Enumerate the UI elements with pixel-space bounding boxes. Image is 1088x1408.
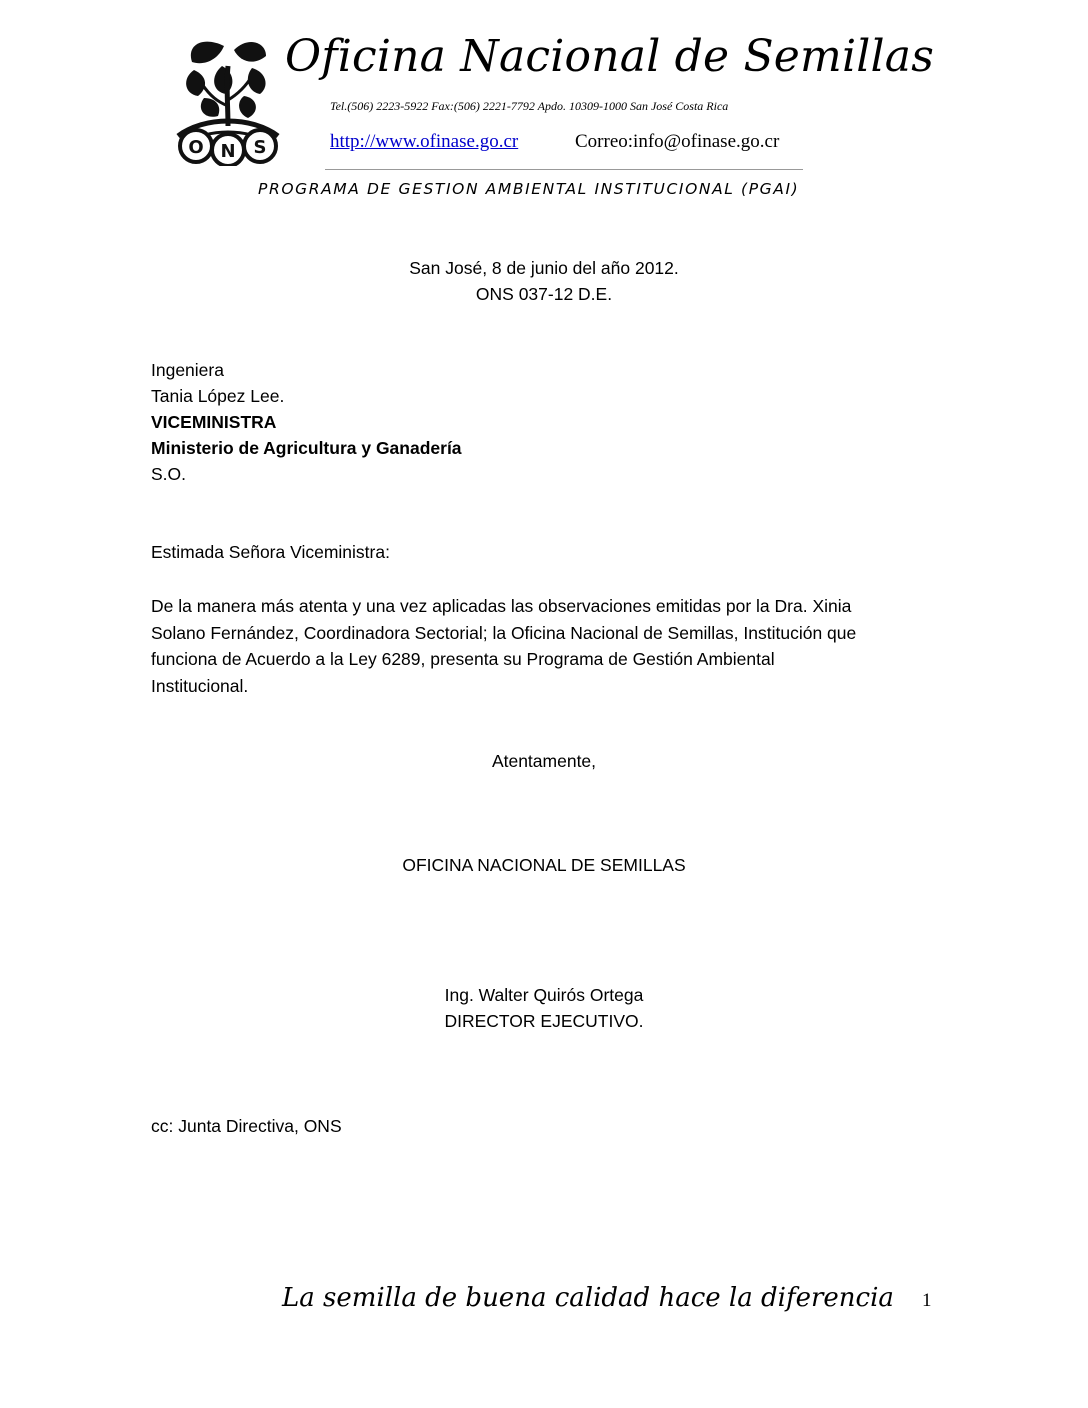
seed-plant-logo-icon — [174, 36, 282, 166]
signer-name: Ing. Walter Quirós Ortega — [444, 985, 644, 1005]
carbon-copy: cc: Junta Directiva, ONS — [151, 1116, 342, 1136]
recipient-ministry: Ministerio de Agricultura y Ganadería — [151, 438, 462, 458]
signing-organization: OFICINA NACIONAL DE SEMILLAS — [402, 855, 686, 875]
svg-text:S: S — [253, 137, 267, 158]
salutation: Estimada Señora Viceministra: — [151, 542, 390, 562]
recipient-title: Ingeniera — [151, 360, 224, 380]
organization-name: Oficina Nacional de Semillas — [285, 31, 934, 82]
closing: Atentamente, — [491, 751, 597, 771]
svg-text:N: N — [220, 141, 236, 162]
website-link-wrapper — [330, 130, 518, 154]
signer-title: DIRECTOR EJECUTIVO. — [444, 1011, 644, 1031]
program-title: PROGRAMA DE GESTION AMBIENTAL INSTITUCIONAL (PGAI) — [258, 180, 800, 198]
email-address: Correo:info@ofinase.go.cr — [575, 131, 780, 152]
body-line: Solano Fernández, Coordinadora Sectorial; la Oficina Nacional de Semillas, Institución que — [151, 622, 857, 643]
body-line: De la manera más atenta y una vez aplicadas las observaciones emitidas por la Dra. Xinia — [151, 596, 852, 616]
letter-body — [151, 593, 941, 699]
recipient-name: Tania López Lee. — [151, 386, 285, 406]
page-number: 1 — [922, 1290, 932, 1311]
ons-logo — [174, 36, 282, 166]
body-line: Institucional. — [151, 675, 249, 696]
contact-line: Tel.(506) 2223-5922 Fax:(506) 2221-7792 Apdo. 10309-1000 San José Costa Rica — [330, 99, 729, 113]
recipient-office: S.O. — [151, 464, 187, 484]
website-link[interactable]: http://www.ofinase.go.cr — [330, 131, 519, 152]
recipient-position: VICEMINISTRA — [151, 412, 277, 432]
svg-text:O: O — [188, 137, 204, 158]
body-line: funciona de Acuerdo a la Ley 6289, presenta su Programa de Gestión Ambiental — [151, 649, 775, 669]
letter-date: San José, 8 de junio del año 2012. — [409, 258, 679, 278]
header-divider — [325, 169, 803, 170]
footer-slogan: La semilla de buena calidad hace la diferencia — [282, 1283, 894, 1313]
letter-reference: ONS 037-12 D.E. — [475, 284, 613, 304]
